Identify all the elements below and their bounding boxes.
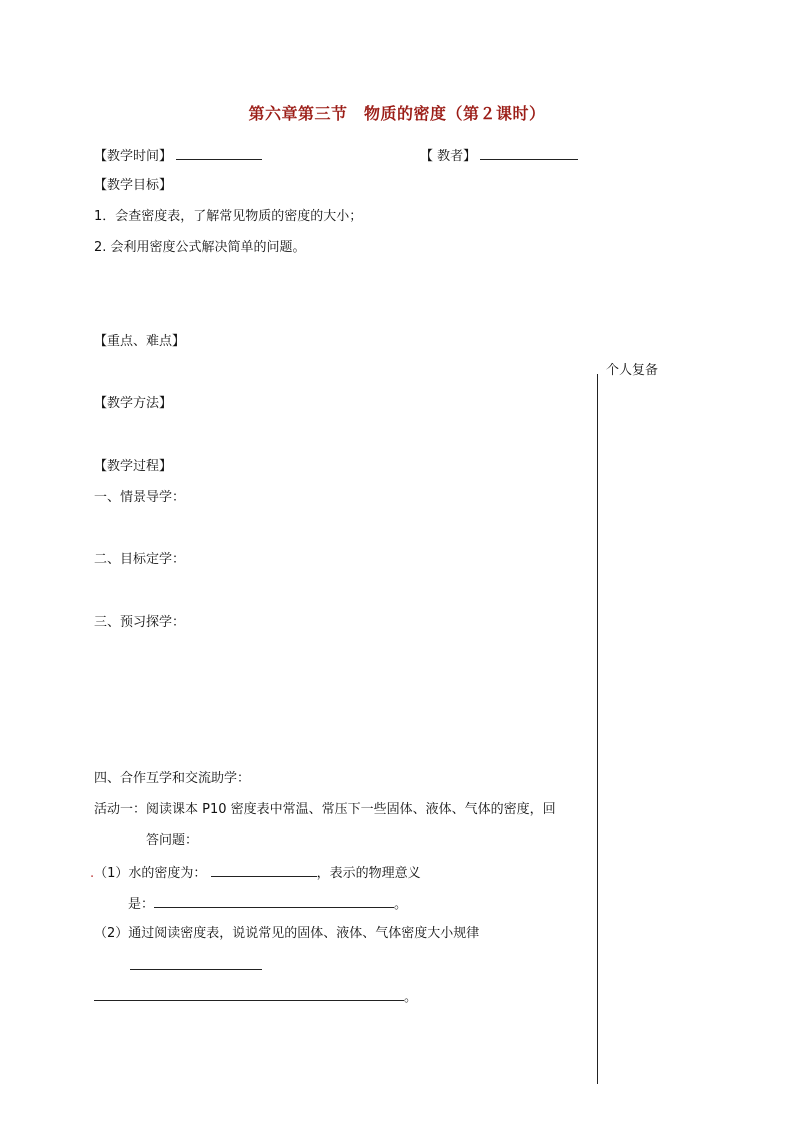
teaching-time-row — [94, 146, 262, 166]
activity-intro: 活动一：阅读课本 P10 密度表中常温、常压下一些固体、液体、气体的密度，回 — [94, 802, 556, 817]
goal-item-2: 2. 会利用密度公式解决简单的问题。 — [94, 240, 306, 255]
question-2-blank-row-2 — [94, 987, 417, 1007]
process-heading: 【教学过程】 — [94, 459, 173, 474]
method-heading: 【教学方法】 — [94, 396, 173, 411]
document-title: 第六章第三节 物质的密度（第２课时） — [248, 104, 546, 123]
question-2-blank-row — [130, 956, 262, 976]
goals-heading: 【教学目标】 — [94, 178, 173, 193]
teaching-time-label: 【教学时间】 — [94, 149, 173, 164]
step-situation: 一、情景导学： — [94, 490, 186, 505]
teacher-row — [420, 146, 578, 166]
physical-meaning-blank[interactable] — [154, 894, 394, 908]
margin-note-label: 个人复备 — [606, 363, 659, 378]
margin-divider — [597, 374, 598, 1084]
teacher-label: 【 教者】 — [420, 149, 477, 164]
teaching-time-blank[interactable] — [176, 146, 262, 160]
step-cooperation: 四、合作互学和交流助学： — [94, 771, 251, 786]
question-2: （2）通过阅读密度表，说说常见的固体、液体、气体密度大小规律 — [94, 926, 480, 941]
activity-intro-cont: 答问题： — [146, 833, 199, 848]
density-rule-blank-1[interactable] — [130, 956, 262, 970]
question-1-prefix: （1）水的密度为： — [94, 866, 207, 881]
step-preview: 三、预习探学： — [94, 615, 186, 630]
goal-item-1: 1．会查密度表，了解常见物质的密度的大小； — [94, 209, 363, 224]
density-rule-blank-2[interactable] — [94, 987, 404, 1001]
question-1-suffix: ，表示的物理意义 — [316, 866, 421, 881]
teacher-blank[interactable] — [480, 146, 578, 160]
step-goal: 二、目标定学： — [94, 552, 186, 567]
question-1-row — [90, 863, 421, 883]
question-1-meaning-suffix: 。 — [394, 897, 408, 912]
question-2-end: 。 — [404, 990, 418, 1005]
key-points-heading: 【重点、难点】 — [94, 334, 186, 349]
water-density-blank[interactable] — [211, 863, 317, 877]
question-1-meaning-row — [128, 894, 407, 914]
question-1-meaning-prefix: 是： — [128, 897, 155, 912]
bullet-dot-icon: . — [90, 866, 95, 881]
